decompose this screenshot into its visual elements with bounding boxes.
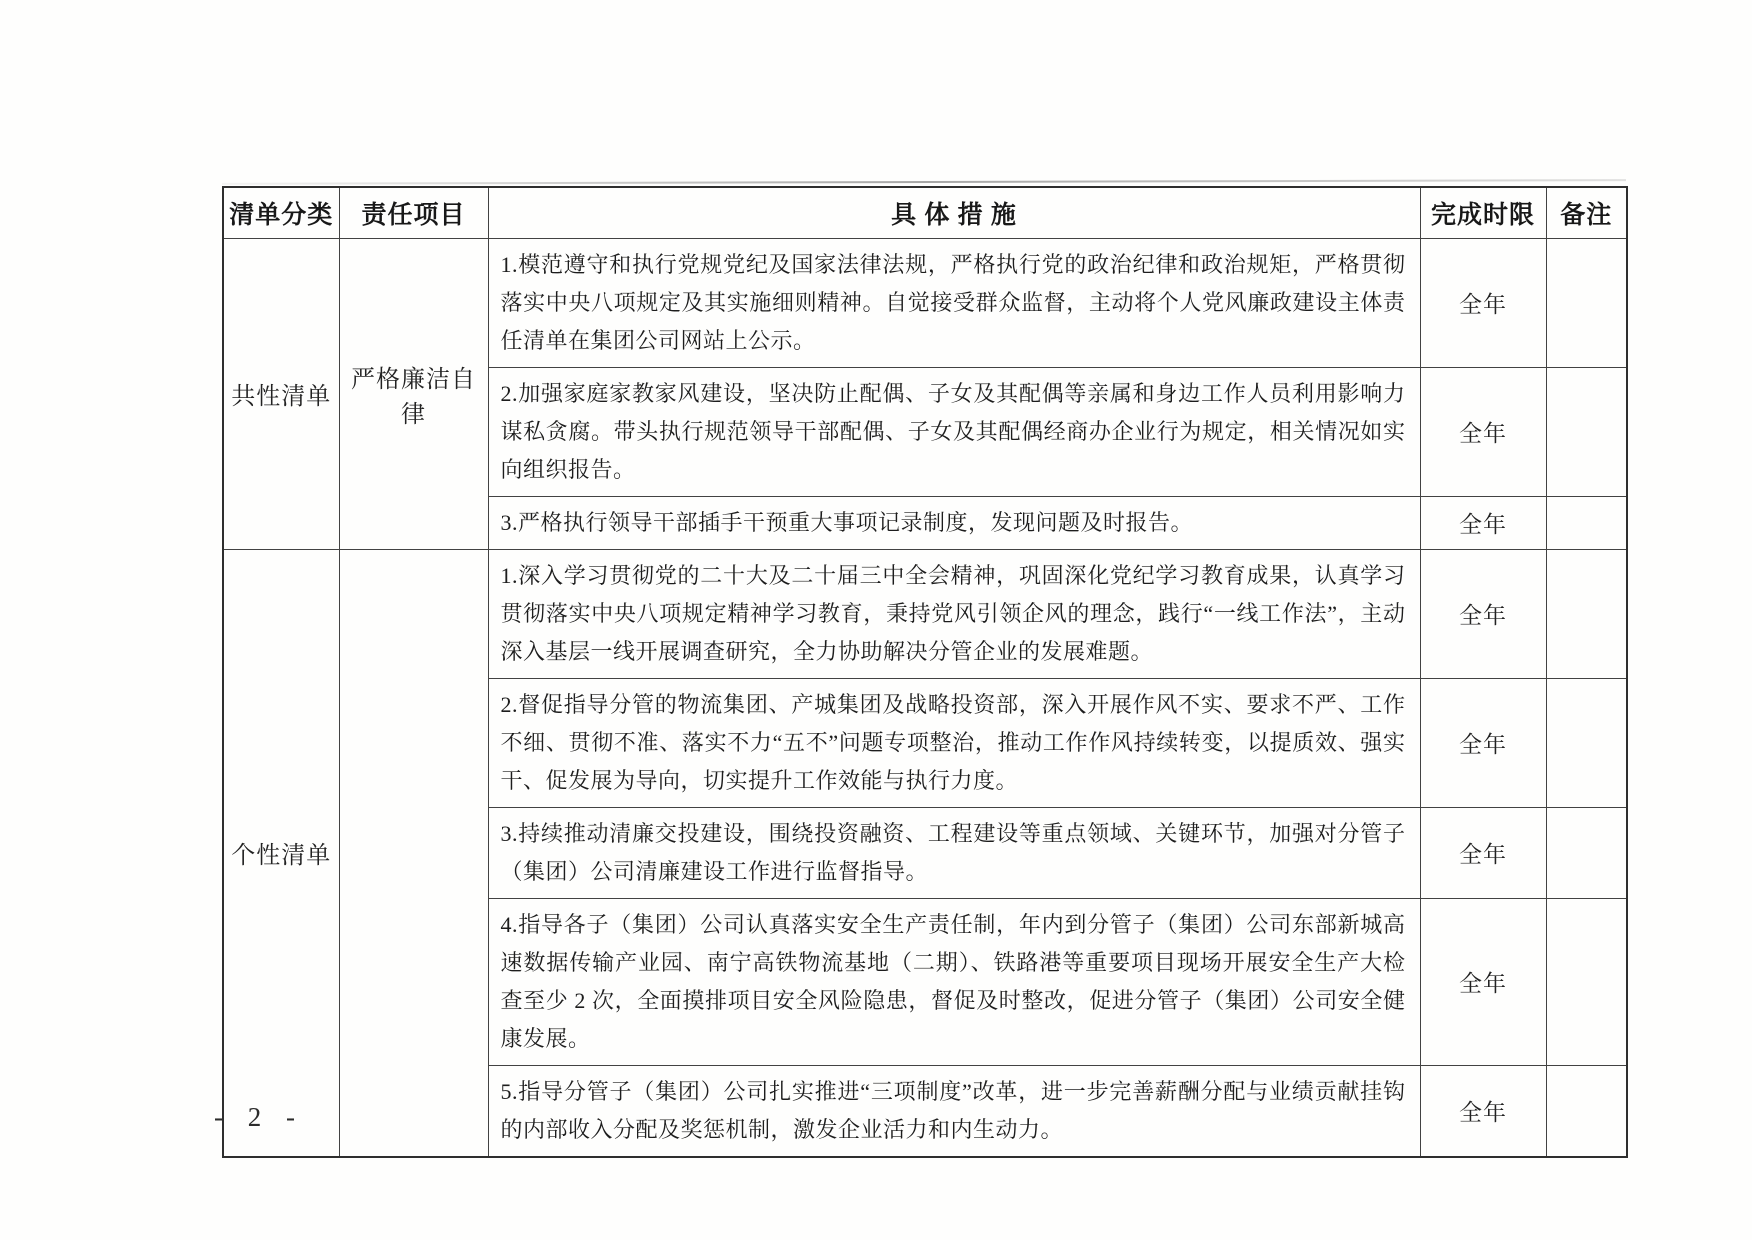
remark-cell — [1546, 807, 1627, 898]
header-specific-measures: 具 体 措 施 — [488, 187, 1420, 238]
remark-cell — [1546, 238, 1627, 367]
remark-cell — [1546, 678, 1627, 807]
project-cell-empty — [339, 549, 488, 1157]
scan-artifact-line — [222, 179, 1626, 185]
deadline-cell: 全年 — [1420, 238, 1546, 367]
deadline-cell: 全年 — [1420, 1065, 1546, 1157]
header-list-category: 清单分类 — [223, 187, 339, 238]
header-remarks: 备注 — [1546, 187, 1627, 238]
table-row — [223, 549, 1627, 678]
table-header-row — [223, 187, 1627, 238]
category-cell-individual-list: 个性清单 — [223, 549, 339, 1157]
table-row — [223, 238, 1627, 367]
project-cell-integrity-self-discipline: 严格廉洁自律 — [339, 238, 488, 549]
measure-cell: 2.督促指导分管的物流集团、产城集团及战略投资部，深入开展作风不实、要求不严、工作不细、贯彻不准、落实不力“五不”问题专项整治，推动工作作风持续转变，以提质效、强实干、促发展为导向，切实提升工作效能与执行力度。 — [488, 678, 1420, 807]
measure-cell: 5.指导分管子（集团）公司扎实推进“三项制度”改革，进一步完善薪酬分配与业绩贡献挂钩的内部收入分配及奖惩机制，激发企业活力和内生动力。 — [488, 1065, 1420, 1157]
remark-cell — [1546, 367, 1627, 496]
page-number: - 2 - — [214, 1102, 304, 1132]
header-responsibility-item: 责任项目 — [339, 187, 488, 238]
measure-cell: 2.加强家庭家教家风建设，坚决防止配偶、子女及其配偶等亲属和身边工作人员利用影响力谋私贪腐。带头执行规范领导干部配偶、子女及其配偶经商办企业行为规定，相关情况如实向组织报告。 — [488, 367, 1420, 496]
measure-cell: 1.模范遵守和执行党规党纪及国家法律法规，严格执行党的政治纪律和政治规矩，严格贯彻落实中央八项规定及其实施细则精神。自觉接受群众监督，主动将个人党风廉政建设主体责任清单在集团公司网站上公示。 — [488, 238, 1420, 367]
measure-cell: 3.持续推动清廉交投建设，围绕投资融资、工程建设等重点领域、关键环节，加强对分管子（集团）公司清廉建设工作进行监督指导。 — [488, 807, 1420, 898]
responsibility-list-table — [222, 186, 1628, 1158]
header-completion-deadline: 完成时限 — [1420, 187, 1546, 238]
remark-cell — [1546, 549, 1627, 678]
remark-cell — [1546, 1065, 1627, 1157]
deadline-cell: 全年 — [1420, 807, 1546, 898]
measure-cell: 1.深入学习贯彻党的二十大及二十届三中全会精神，巩固深化党纪学习教育成果，认真学习贯彻落实中央八项规定精神学习教育，秉持党风引领企风的理念，践行“一线工作法”，主动深入基层一线开展调查研究，全力协助解决分管企业的发展难题。 — [488, 549, 1420, 678]
deadline-cell: 全年 — [1420, 549, 1546, 678]
remark-cell — [1546, 898, 1627, 1065]
deadline-cell: 全年 — [1420, 367, 1546, 496]
measure-cell: 3.严格执行领导干部插手干预重大事项记录制度，发现问题及时报告。 — [488, 496, 1420, 549]
deadline-cell: 全年 — [1420, 678, 1546, 807]
category-cell-common-list: 共性清单 — [223, 238, 339, 549]
remark-cell — [1546, 496, 1627, 549]
measure-cell: 4.指导各子（集团）公司认真落实安全生产责任制，年内到分管子（集团）公司东部新城高速数据传输产业园、南宁高铁物流基地（二期）、铁路港等重要项目现场开展安全生产大检查至少 2 次，全面摸排项目安全风险隐患，督促及时整改，促进分管子（集团）公司安全健康发展。 — [488, 898, 1420, 1065]
deadline-cell: 全年 — [1420, 496, 1546, 549]
deadline-cell: 全年 — [1420, 898, 1546, 1065]
